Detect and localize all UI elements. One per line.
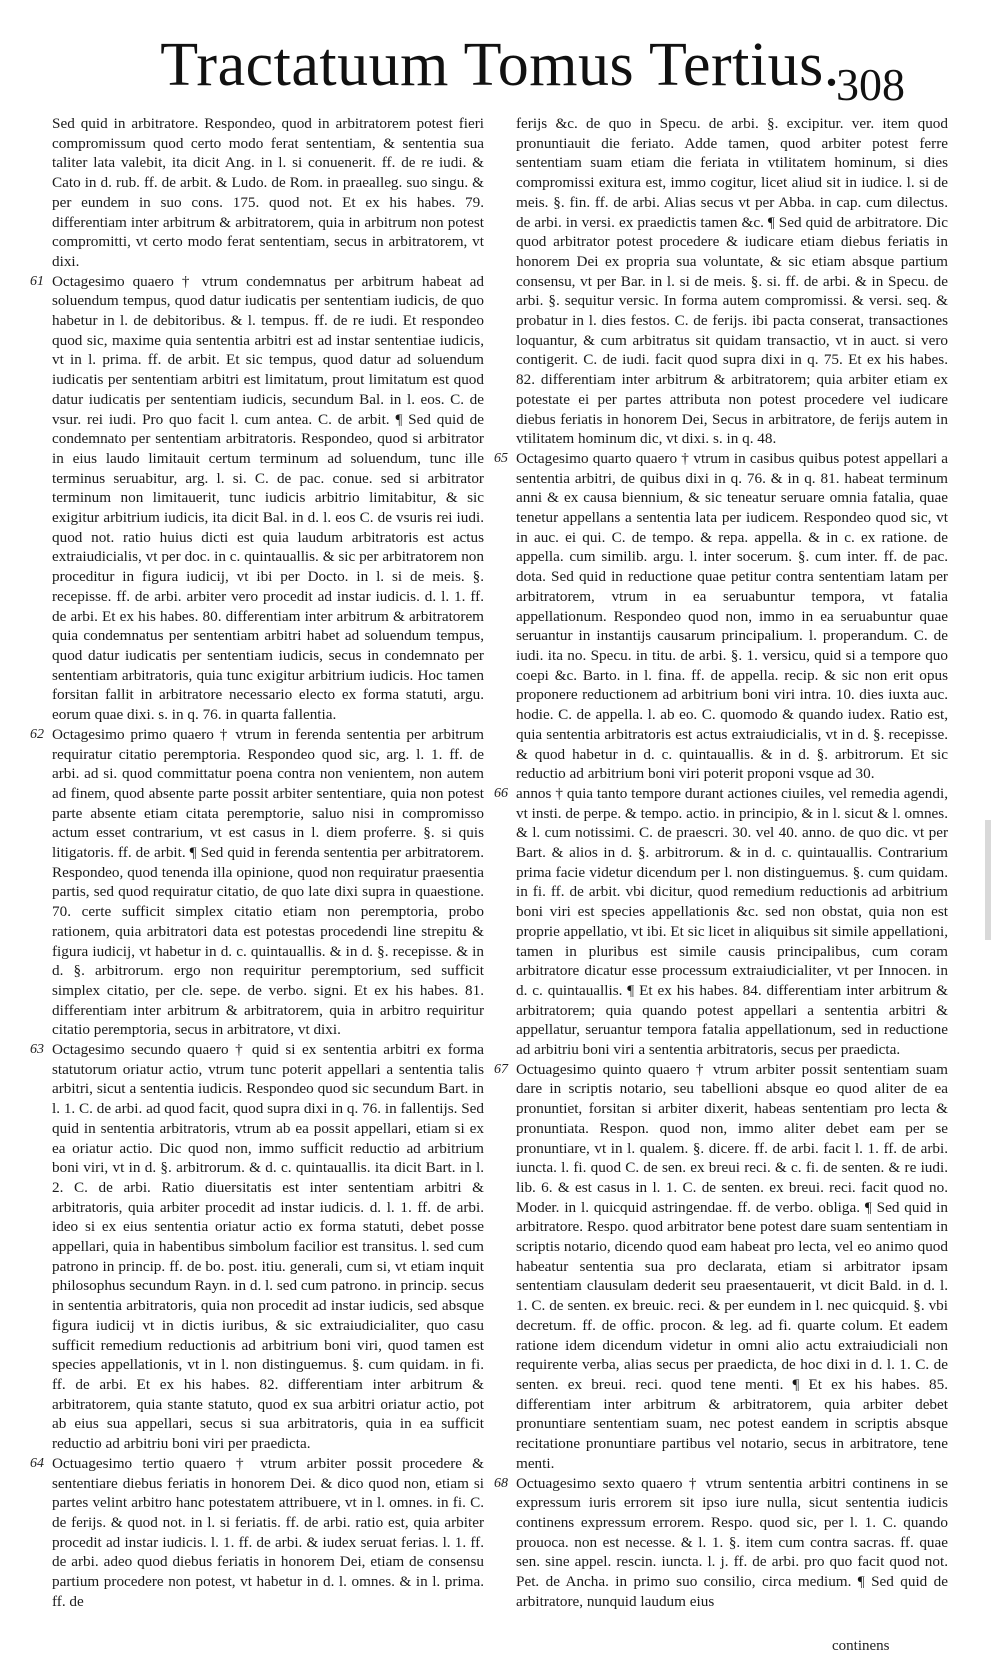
paragraph-q64: [30, 1454, 484, 1612]
margin-number: 67: [494, 1061, 508, 1077]
page-edge-shadow: [985, 820, 991, 940]
margin-number: 66: [494, 785, 508, 801]
margin-number: 62: [30, 726, 44, 742]
paragraph-intro: Sed quid in arbitratore. Respondeo, quod in arbitratorem potest fieri compromissum quod certo modo ferat sententiam, & sententia sua taliter lata valebit, ita dicit Ang. in l. si conuenerit. ff. de re iudi. & Cato in d. rub. ff. de arbit. & Ludo. de Rom. in praealleg. suo singu. & per eundem in suo cons. 175. quod not. Et ex his habes. 79. differentiam inter arbitrum & arbitratorem, quia in arbitrum non potest compromitti, vt certo modo ferat sententiam, secus in arbitratorem, vt dixi.: [52, 115, 484, 270]
paragraph-text: Octagesimo primo quaero † vtrum in ferenda sententia per arbitrum requiratur citatio peremptoria. Respondeo quod sic, arg. l. 1. ff. de arbi. ad si. quod committatur poena contra non venientem, non autem ad finem, quod absente parte possit arbiter sententiare, quia non potest parte absente etiam citata peremptorie, saluo nisi in compromisso actum esset contrarium, vt est casus in l. diem proferre. §. si quis litigatoris. ff. de arbit. ¶ Sed quid in ferenda sententia per arbitratorem. Respondeo, quod tenenda illa opinione, quod non requiratur praesentia partis, sed quod requiratur citatio, de quo late dixi supra in quaestione. 70. certe sufficit simplex citatio etiam non peremptoria, probo rationem, quia arbitratori data est potestas procedendi line strepitu & figura iudicij, vt habetur in d. c. quintauallis. & in d. §. recepisse. & in d. §. arbitrorum. ergo non requiritur peremptorium, sed sufficit simplex citatio, per cle. sepe. de verbo. signi. Et ex his habes. 81. differentiam inter arbitrum & arbitratorem, quia in arbitro requiritur citatio peremptoria, secus in arbitratore, vt dixi.: [52, 725, 484, 1039]
paragraph-text: Octuagesimo sexto quaero † vtrum sententia arbitri continens in se expressum iuris errorem sit ipso iure nulla, sicut sententia iudicis continens expressum errorem. Respo. quod sic, per l. 1. C. quando prouoca. non est necesse. & l. 1. §. item cum contra sacras. ff. quae sen. sine appel. rescin. iuncta. l. j. ff. de arbi. pro quo facit quod not. Pet. de Ancha. in primo suo consilio, circa medium. ¶ Sed quid de arbitratore, nunquid laudum eius: [516, 1474, 948, 1610]
paragraph-q62: [30, 725, 484, 1040]
margin-number: 68: [494, 1475, 508, 1491]
paragraph-q61: [30, 272, 484, 725]
margin-number: 63: [30, 1042, 44, 1058]
paragraph-text: Octagesimo secundo quaero † quid si ex sententia arbitri ex forma statutorum oriatur actio, vtrum tunc poterit appellari a sententia talis arbitri, sicut a sententia iudicis. Respondeo quod sic secundum Bart. in l. 1. C. de arbi. ad quod facit, quod supra dixi in q. 76. in fallentijs. Sed quid in sententia arbitratoris, vtrum ab ea possit appellari, etiam si ex ea oriatur actio. Dic quod non, immo sufficit reductio ad arbitrium boni viri, vt in d. §. arbitrorum. & d. c. quintauallis. ita dicit Bart. in l. 2. C. de arbi. Ratio diuersitatis est inter sententiam arbitri & arbitratoris, quia arbiter procedit ad instar iudicis. d. l. 1. ff. de arbi. ideo si ex eius sententia oriatur actio ex forma statuti, debet posse appellari, quia in habentibus simbolum facilior est transitus. l. sed cum patrono in princip. ff. de bo. post. itiu. generali, cum si, vt etiam inquit philosophus secundum Rayn. in d. l. sed cum patrono. in princip. secus in sententia arbitratoris, quia non procedit ad instar iudicis, sed absque figura iudicij vt in dictis iuribus, & sic extraiudicialiter, quo casu sufficit remedium reductionis ad arbitrium boni viri, quod tamen est species appellationis, vt in l. non distinguemus. §. cum quidam. in fi. ff. de arbi. Et ex his habes. 82. differentiam inter arbitrum & arbitratorem, quia stante statuto, quod ex sua arbitri oriatur actio, pot ab eius sua appellari, secus si sua arbitratoris, quia in ea sufficit reductio ad arbitriu boni viri per praedicta.: [52, 1041, 484, 1453]
page-number: 308: [836, 59, 905, 110]
margin-number: 61: [30, 273, 44, 289]
paragraph-text: Octuagesimo tertio quaero † vtrum arbiter possit procedere & sententiare diebus feriatis in honorem Dei. & dico quod non, etiam si partes velint arbitro hanc potestatem attribuere, vt in l. omnes. in fi. C. de ferijs. & quod not. in l. si feriatis. ff. de arbi. ratio est, quia arbiter procedit ad instar iudicis. l. 1. ff. de arbi. & iudex seruat ferias. l. 1. ff. de arbi. adeo quod diebus feriatis in honorem Dei, etiam de consensu partium procedere non potest, vt habetur in d. l. omnes. & in l. prima. ff. de: [52, 1454, 484, 1610]
paragraph-q67: [494, 1060, 948, 1474]
paragraph-q65: [494, 449, 948, 784]
paragraph-text: Octagesimo quarto quaero † vtrum in casibus quibus potest appellari a sententia arbitri, de quibus dixi in q. 76. & in q. 81. habeat terminum anni & ex causa biennium, & sic teneatur seruare omnia fatalia, quae tenetur appellans a sententia lata per iudicem. Respondeo quod sic, vt in auc. ei qui. C. de tempo. & repa. appella. & in c. ex ratione. de appella. cum similib. argu. l. inter socerum. §. cum inter. ff. de pac. dota. Sed quid in reductione quae petitur contra sententiam latam per arbitratorem, vtrum in ea seruabuntur tempora, vt fatalia appellationum. Respondeo quod non, immo in ea seruabuntur quae seruantur in instantijs causarum principalium. l. properandum. C. de iudi. ita no. Specu. in titu. de arbi. §. 1. versicu, quid si a tempore quo coepi &c. Barto. in l. fina. ff. de appella. recip. & sic non erit opus proponere reductionem ad arbitrium boni viri intra. 10. dies iuxta auc. hodie. C. de appella. l. ab eo. C. quomodo & quando iudex. Ratio est, quia sententia arbitratoris est actus extraiudicialis, vt in d. §. recepisse. & quod habetur in d. c. quintauallis. & in d. §. arbitrorum. Et sic reductio ad arbitrium boni viri poterit proponi vsque ad 30.: [516, 449, 948, 783]
paragraph-q66: [494, 784, 948, 1060]
page-title: Tractatuum Tomus Tertius.: [160, 31, 840, 99]
margin-number: 64: [30, 1455, 44, 1471]
paragraph-q63: [30, 1040, 484, 1454]
paragraph-intro: ferijs &c. de quo in Specu. de arbi. §. excipitur. ver. item quod pronuntiauit die feriato. Adde tamen, quod arbiter potest ferre sententiam suam etiam die feriata in vtilitatem hominum, si dies compromissi exitura est, immo cogitur, licet aliud sit in iudice. l. si de meis. §. fin. ff. de arbi. Alias secus vt per Abba. in cap. cum dilectus. de arbi. in versi. ex praedictis tamen &c. ¶ Sed quid de arbitratore. Dic quod arbitrator potest procedere & iudicare etiam diebus feriatis in honorem Dei ex propria sua voluntate, & sic etiam absque partium consensu, vt per Bar. in l. si de meis. §. si. ff. de arbi. & in Specu. de arbi. §. sequitur versic. In forma autem compromissi. & versi. seq. & probatur in l. dies festos. C. de ferijs. ibi pacta conserat, transactiones loquantur, & cum arbitratus sit quidam transactio, vt in auct. si vero contigerit. C. de iudi. facit quod supra dixi in q. 75. Et ex his habes. 82. differentiam inter arbitrum & arbitratorem; quia arbiter etiam ex potestate ei per partes attributa non potest procedere vel iudicare diebus feriatis in honorem Dei, Secus in arbitratore, de ferijs autem in vtilitatem hominum dic, vt dixi. s. in q. 48.: [516, 115, 948, 448]
paragraph-q68: [494, 1474, 948, 1612]
margin-number: 65: [494, 450, 508, 466]
left-column: [30, 114, 484, 1654]
paragraph-text: Octuagesimo quinto quaero † vtrum arbiter possit sententiam suam dare in scriptis notario, seu tabellioni absque eo quod aliter de ea pronuntiet, forsitan si arbiter dixerit, habeas sententiam pro lecta & pronuntiata. Respon. quod non, immo aliter debet eam per se pronuntiare, vt in l. qualem. §. dicere. ff. de arbi. facit l. 1. ff. de arbi. iuncta. l. fi. quod C. de sen. ex breui reci. & c. fi. de senten. & re iudi. lib. 6. & est casus in l. 1. C. de senten. ex breui. reci. facit quod no. Moder. in l. quicquid astringendae. ff. de verbo. obliga. ¶ Sed quid in arbitratore. Respo. quod arbitrator bene potest dare suam sententiam in scriptis notario, dicendo quod eam habeat pro lecta, vel eo animo quod habeatur sententia sua pro declarata, etiam si arbitrator ipsam sententiam clausulam dederit seu praesentauerit, vt dicit Bald. in d. l. 1. C. de senten. ex breuic. reci. & per eundem in l. nec quicquid. §. vbi decretum. ff. de offic. procon. & leg. ad fi. quarte colum. Et eadem ratione idem dicendum videtur in omni alio actu extraiudiciali non requirente verba, alias secus per praedicta, de hoc dixi in d. l. 1. C. de senten. ex breui. reci. quod tene menti. ¶ Et ex his habes. 85. differentiam inter arbitrum & arbitratorem, quia arbiter debet pronuntiare sententiam suam, nec potest eandem in scriptis absque recitatione pronuntiare partibus vel notario, secus in arbitratore, tene menti.: [516, 1060, 948, 1472]
catchword: continens: [832, 1638, 890, 1654]
paragraph-text: annos † quia tanto tempore durant actiones ciuiles, vel remedia agendi, vt insti. de perpe. & tempo. actio. in principio, & in l. sicut & l. omnes. & l. cum notissimi. C. de praescri. 30. vel 40. anno. de quo dic. vt per Bart. & alios in d. §. arbitrorum. & in d. c. quintauallis. Contrarium prima facie videtur dicendum per l. non distinguemus. §. cum quidam. in fi. ff. de arbit. vbi dicitur, quod remedium reductionis ad arbitrium boni viri est species appellationis &c. sed non obstat, quia non est proprie appellatio, vt ibi. Et sic licet in aliquibus sit simile appellationi, tamen in pluribus est simile causis principalibus, cum coram arbitratore dicatur esse processum extraiudicialiter, vt per Innocen. in d. c. quintauallis. ¶ Et ex his habes. 84. differentiam inter arbitrum & arbitratorem; quia quando potest appellari a sententia arbitri & appellatur, seruantur tempora fatalia appellationum, sed in reductione ad arbitriu boni viri a sententia arbitratoris, secus per praedicta.: [516, 784, 948, 1059]
paragraph-text: Octagesimo quaero † vtrum condemnatus per arbitrum habeat ad soluendum tempus, quod datur iudicatis per sententiam iudicis, de quo habetur in l. de debitoribus. & l. tempus. ff. de re iudi. Et respondeo quod sic, maxime quia sententia arbitri est ad instar sententiae iudicis, vt in l. prima. ff. de arbit. Et sic tempus, quod datur ad soluendum iudicatis per sententiam arbitri est limitatum, prout limitatum est quod datur iudicatis per sententiam iudicis, secundum Bal. in l. eos. C. de vsur. rei iudi. Pro quo facit l. cum antea. C. de arbit. ¶ Sed quid de condemnato per sententiam arbitratoris. Respondeo, quod si arbitrator in eius laudo limitauit certum terminum ad soluendum, tunc ille terminus seruabitur, arg. l. si. C. de pac. conue. sed si arbitrator terminum non limitauerit, tunc iudicis arbitrio limitabitur, & sic exigitur arbitrium iudicis, ita dicit Bal. in d. l. eos C. de vsuris rei iudi. quod not. ratio huius dicti est quia laudum arbitratoris est actus extraiudicialis, vt per doc. in c. quintauallis. & sic per arbitratorem non proceditur in figura iudicij, vt ibi per Docto. in l. si de meis. §. recepisse. ff. de arbi. arbiter vero procedit ad instar iudicis. d. l. 1. ff. de arbi. Et ex his habes. 80. differentiam inter arbitrum & arbitratorem quia condemnatus per sententiam arbitri habet ad soluendum tempus, quod datur iudicatis per sententiam iudicis, secus in condemnato per sententiam arbitratoris, quia tunc exigitur arbitrium iudicis. Hoc tamen forsitan fallit in arbitratore necessario electo ex forma statuti, argu. eorum quae dixi. s. in q. 76. in quarta fallentia.: [52, 272, 484, 724]
right-column: [494, 114, 948, 1654]
